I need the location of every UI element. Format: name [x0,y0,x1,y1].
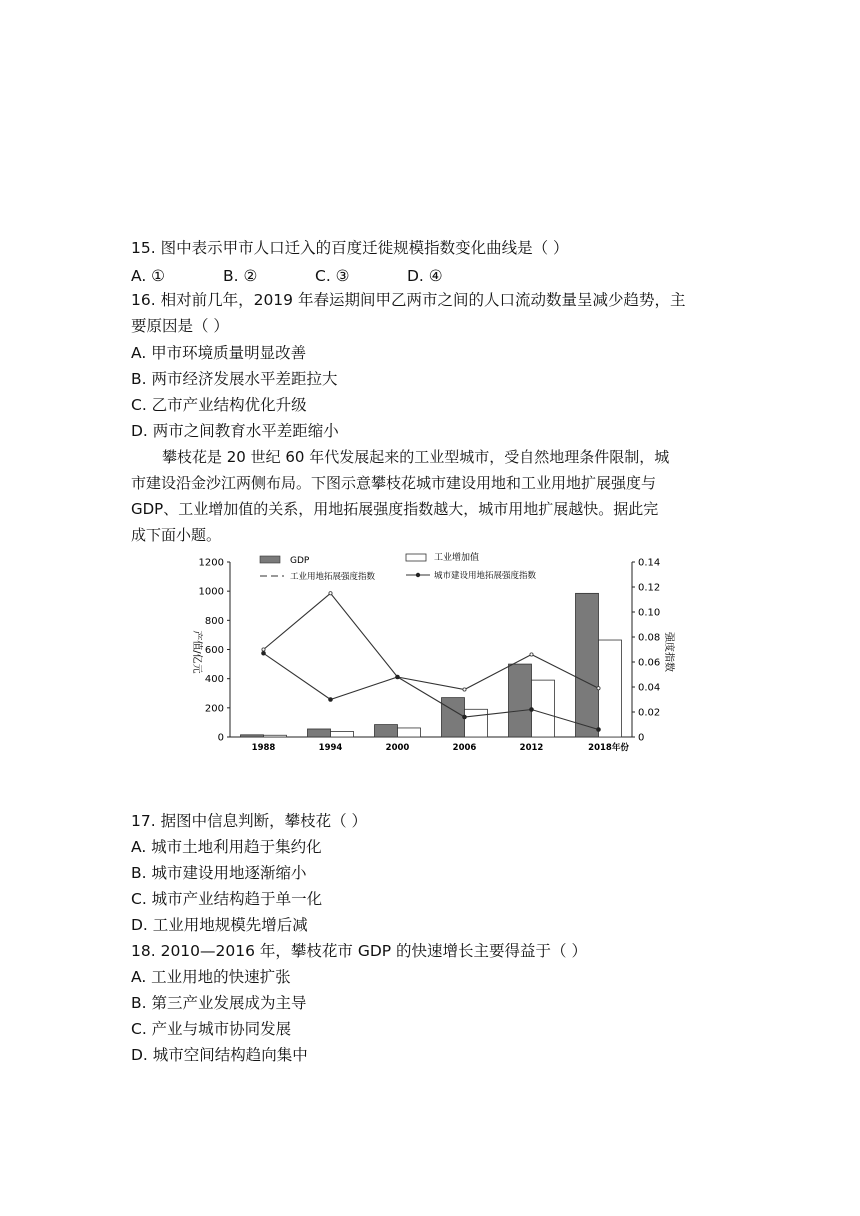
x-tick-label: 2000 [385,743,410,753]
y2-tick-label: 0.04 [638,682,661,694]
y2-tick-label: 0.08 [638,632,661,644]
q15-option-b: B. ② [223,267,258,285]
q16-option-d: D. 两市之间教育水平差距缩小 [131,422,339,440]
q15-stem: 15. 图中表示甲市人口迁入的百度迁徙规模指数变化曲线是（ ） [131,239,569,257]
point-industrial-land-index [262,648,265,651]
point-urban-land-index [395,675,400,680]
legend [260,551,537,582]
bar-gdp [442,698,465,737]
q15-option-a: A. ① [131,267,166,285]
line-industrial-land-index [264,593,599,689]
y-tick-label: 1200 [198,557,224,569]
point-urban-land-index [328,697,333,702]
q16-option-b: B. 两市经济发展水平差距拉大 [131,370,338,388]
passage-line-4: 成下面小题。 [131,526,222,544]
y2-tick-label: 0 [638,732,645,744]
y-axis-label: 产值/亿元 [191,630,202,674]
x-tick-label: 2012 [519,743,544,753]
q17-stem: 17. 据图中信息判断，攀枝花（ ） [131,812,368,830]
q16-stem-line1: 16. 相对前几年，2019 年春运期间甲乙两市之间的人口流动数量呈减少趋势，主 [131,291,686,309]
bar-industry-value [331,731,354,737]
bar-industry-value [465,709,488,737]
legend-industry-swatch [406,554,426,561]
y2-tick-label: 0.12 [638,582,661,594]
bar-gdp [576,593,599,737]
q16-stem-line2: 要原因是（ ） [131,317,229,335]
point-urban-land-index [462,715,467,720]
y-tick-label: 400 [204,674,224,686]
x-tick-label: 2006 [452,743,477,753]
chart-bars [241,593,622,737]
y-tick-label: 1000 [198,586,224,598]
q18-stem: 18. 2010—2016 年，攀枝花市 GDP 的快速增长主要得益于（ ） [131,942,587,960]
legend-industrial-land-label: 工业用地拓展强度指数 [290,572,376,582]
bar-gdp [308,729,331,737]
y2-axis-label: 强度指数 [663,632,674,672]
x-tick-label: 1988 [251,743,276,753]
y2-tick-label: 0.06 [638,657,661,669]
y-tick-label: 200 [204,703,224,715]
bar-gdp [375,725,398,737]
x-tick-label: 1994 [318,743,343,753]
passage-line-3: GDP、工业增加值的关系，用地拓展强度指数越大，城市用地扩展越快。据此完 [131,500,659,518]
bar-industry-value [532,680,555,737]
legend-urban-land-marker [416,573,420,577]
point-industrial-land-index [329,592,332,595]
point-urban-land-index [261,651,266,656]
x-tick-label: 2018年份 [588,743,629,753]
legend-urban-land-label: 城市建设用地拓展强度指数 [434,571,537,581]
q16-option-a: A. 甲市环境质量明显改善 [131,344,307,362]
y-tick-label: 800 [204,615,224,627]
y2-tick-label: 0.14 [638,557,661,569]
q18-option-b: B. 第三产业发展成为主导 [131,994,307,1012]
q17-option-c: C. 城市产业结构趋于单一化 [131,890,323,908]
bar-gdp [509,664,532,737]
point-urban-land-index [596,727,601,732]
q17-option-a: A. 城市土地利用趋于集约化 [131,838,322,856]
legend-gdp-swatch [260,556,280,563]
q18-option-c: C. 产业与城市协同发展 [131,1020,292,1038]
passage-line-1: 攀枝花是 20 世纪 60 年代发展起来的工业型城市，受自然地理条件限制，城 [162,448,670,466]
q17-option-b: B. 城市建设用地逐渐缩小 [131,864,307,882]
q16-option-c: C. 乙市产业结构优化升级 [131,396,307,414]
point-urban-land-index [529,707,534,712]
y2-tick-label: 0.02 [638,707,661,719]
q18-option-a: A. 工业用地的快速扩张 [131,968,291,986]
y-tick-label: 0 [217,732,224,744]
point-industrial-land-index [597,687,600,690]
q15-option-d: D. ④ [407,267,443,285]
y-tick-label: 600 [204,645,224,656]
bar-industry-value [264,735,287,737]
legend-gdp-label: GDP [290,556,310,566]
bar-industry-value [398,728,421,737]
q18-option-d: D. 城市空间结构趋向集中 [131,1046,308,1064]
bar-gdp [241,735,264,737]
q15-option-c: C. ③ [315,267,350,285]
y2-tick-label: 0.10 [638,607,661,619]
q15-options [131,266,499,286]
q17-option-d: D. 工业用地规模先增后减 [131,916,308,934]
point-industrial-land-index [463,688,466,691]
gdp-landuse-chart [180,548,680,763]
bar-industry-value [599,640,622,737]
point-industrial-land-index [530,653,533,656]
legend-industry-label: 工业增加值 [434,553,480,563]
passage-line-2: 市建设沿金沙江两侧布局。下图示意攀枝花城市建设用地和工业用地扩展强度与 [131,474,657,492]
